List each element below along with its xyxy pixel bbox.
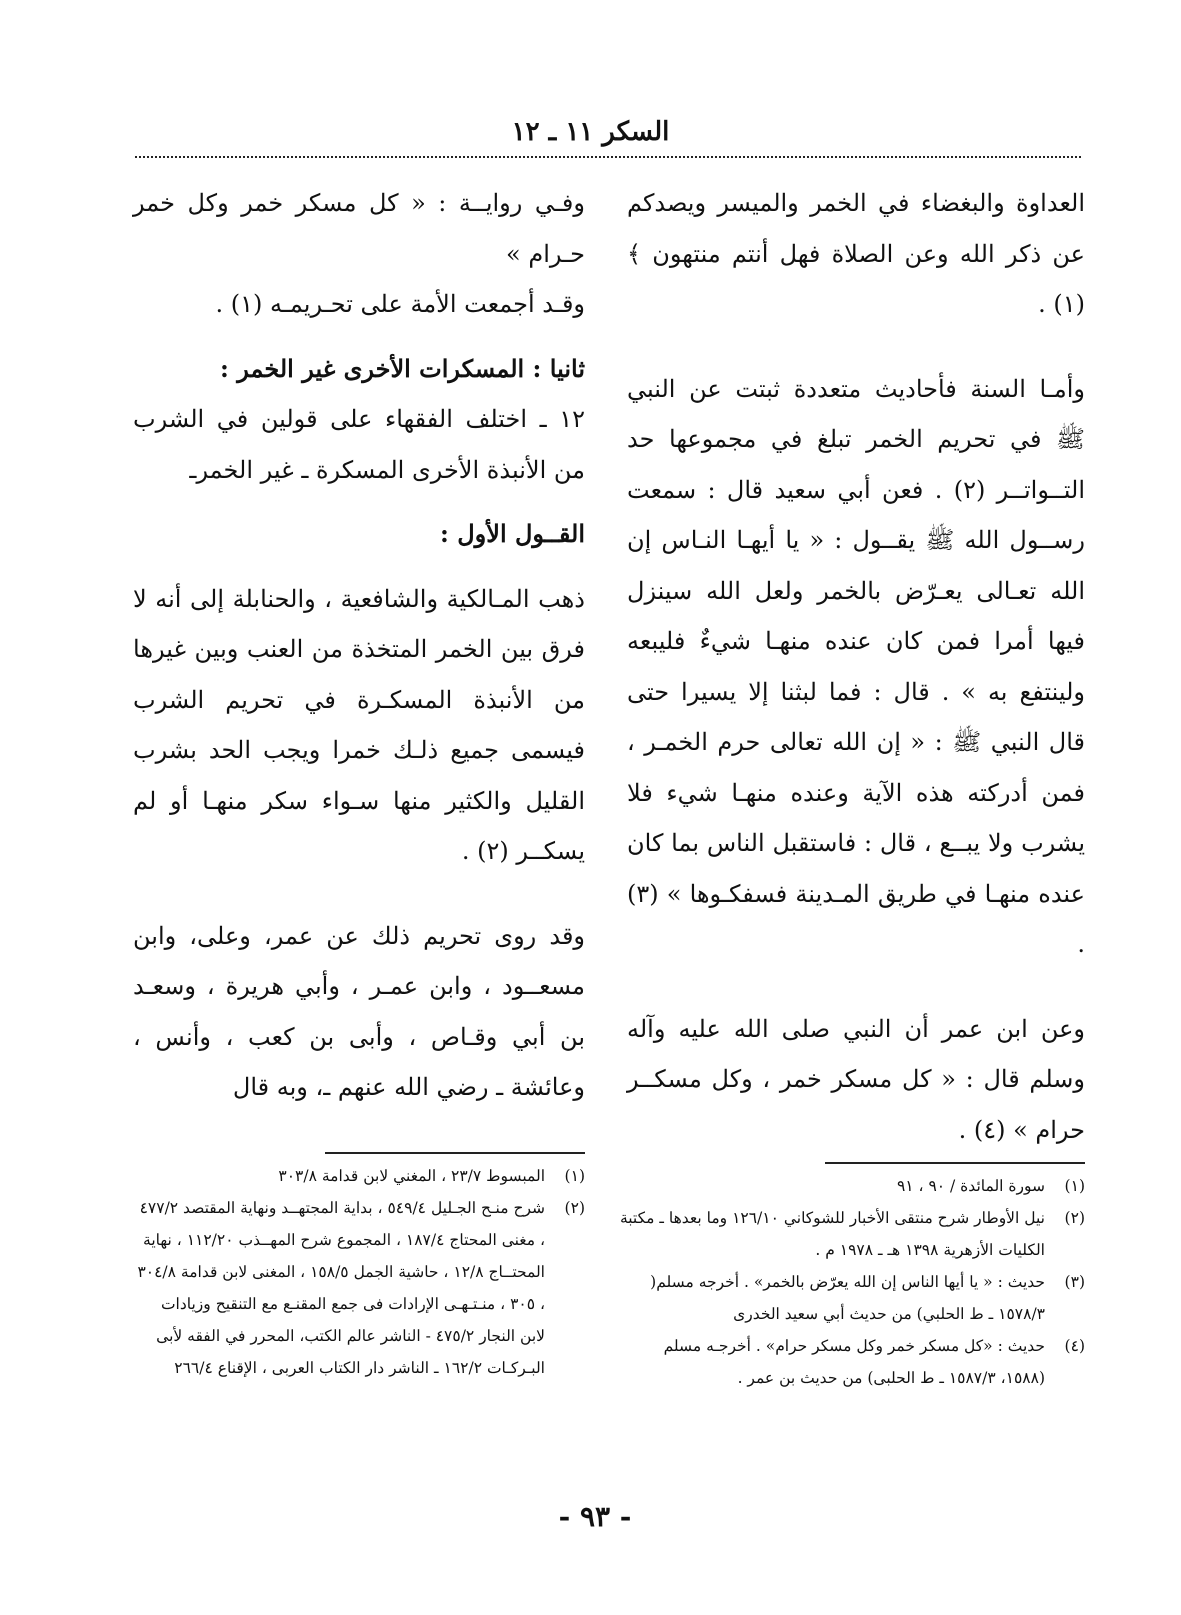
footnote-item [615, 1202, 1085, 1266]
footnote-text: نيل الأوطار شرح منتقى الأخبار للشوكاني ١٢٦/١٠ وما بعدها ـ مكتبة الكليات الأزهرية ١٣٩٨ هـ ـ ١٩٧٨ م . [619, 1209, 1045, 1259]
footnote-item [133, 1160, 585, 1192]
footnote-item [615, 1170, 1085, 1202]
page-number: - ٩٣ - [558, 1500, 632, 1533]
sunnah-hadith-paragraph: وأمـا السنة فأحاديث متعددة ثبتت عن النبي ﷺ في تحريم الخمر تبلغ في مجموعها حد التــواتــر (٢) . فعن أبي سعيد قال : سمعت رســول الله ﷺ يقــول : « يا أيهـا النـاس إن الله تعـالى يعـرّض بالخمر ولعل الله سينزل فيها أمرا فمن كان عنده منهـا شيءٌ فليبعه ولينتفع به » . قال : فما لبثنا إلا يسيرا حتى قال النبي ﷺ : « إن الله تعالى حرم الخمـر ، فمن أدركته هذه الآية وعنده منهـا شيء فلا يشرب ولا يبــع ، قال : فاستقبل الناس بما كان عنده منهـا في طريق المـدينة فسفكـوها » (٣) . [627, 374, 1086, 958]
footnote-item [615, 1330, 1085, 1394]
narration-variant-paragraph: وفـي روايــة : « كل مسكر خمر وكل خمر حـرام » [133, 189, 585, 268]
footnote-number: (١) [564, 1167, 585, 1185]
footnote-rule-left [325, 1152, 585, 1154]
footnote-text: حديث : «كل مسكر خمر وكل مسكر حرام» . أخرجـه مسلم (١٥٨٨، ١٥٨٧/٣ ـ ط الحلبى) من حديث بن عمر . [663, 1337, 1045, 1387]
footnote-item [133, 1192, 585, 1384]
left-column [133, 178, 585, 1113]
verse-continuation-paragraph: العداوة والبغضاء في الخمر والميسر ويصدكم عن ذكر الله وعن الصلاة فهل أنتم منتهون ﴾ (١) . [627, 189, 1085, 318]
footnotes-left [133, 1160, 585, 1384]
footnote-number: (٢) [1064, 1209, 1085, 1227]
footnotes-right [615, 1170, 1085, 1394]
first-opinion-heading: القــول الأول : [440, 519, 585, 548]
footnote-number: (٣) [1064, 1273, 1085, 1291]
section-12-paragraph: ١٢ ـ اختلف الفقهاء على قولين في الشرب من الأنبذة الأخرى المسكرة ـ غير الخمرـ [133, 405, 585, 484]
consensus-paragraph: وقـد أجمعت الأمة على تحـريمـه (١) . [215, 290, 585, 318]
narrators-paragraph: وقد روى تحريم ذلك عن عمر، وعلى، وابن مسعــود ، وابن عمـر ، وأبي هريرة ، وسعـد بن أبي وقـاص ، وأبى بن كعب ، وأنس ، وعائشة ـ رضي الله عنهم ـ، وبه قال [133, 921, 585, 1101]
footnote-item [615, 1266, 1085, 1330]
footnote-text: المبسوط ٢٣/٧ ، المغني لابن قدامة ٣٠٣/٨ [278, 1167, 545, 1185]
footnote-text: سورة المائدة / ٩٠ ، ٩١ [896, 1177, 1045, 1195]
first-opinion-paragraph: ذهب المـالكية والشافعية ، والحنابلة إلى أنه لا فرق بين الخمر المتخذة من العنب وبين غيرها من الأنبذة المسكـرة في تحريم الشرب فيسمى جميع ذلـك خمرا ويجب الحد بشرب القليل والكثير منها سـواء سكر منهـا أو لم يسكــر (٢) . [133, 584, 585, 865]
footnote-text: حديث : « يا أيها الناس إن الله يعرّض بالخمر» . أخرجه مسلم( ١٥٧٨/٣ ـ ط الحلبي) من حديث أبي سعيد الخدرى [650, 1273, 1045, 1323]
footnote-number: (٢) [564, 1199, 585, 1217]
right-column [627, 178, 1085, 1155]
footnote-text: شرح منـح الجـليل ٥٤٩/٤ ، بداية المجتهــد ونهاية المقتصد ٤٧٧/٢ ، مغنى المحتاج ١٨٧/٤ ، المجموع شرح المهــذب ١١٢/٢٠ ، نهاية المحتــاج ١٢/٨ ، حاشية الجمل ١٥٨/٥ ، المغنى لابن قدامة ٣٠٤/٨ ، ٣٠٥ ، منـتـهـى الإرادات فى جمع المقنـع مع التنقيح وزيادات لابن النجار ٤٧٥/٢ - الناشر عالم الكتب، المحرر في الفقه لأبى البـركـات ١٦٢/٢ ـ الناشر دار الكتاب العربى ، الإقناع ٢٦٦/٤ [137, 1199, 545, 1377]
section-heading-other-intoxicants: ثانيا : المسكرات الأخرى غير الخمر : [220, 353, 585, 383]
header-dotted-rule [135, 156, 1081, 158]
ibn-umar-hadith-paragraph: وعن ابن عمر أن النبي صلى الله عليه وآله وسلم قال : « كل مسكر خمر ، وكل مسكــر حرام » (٤) . [627, 1014, 1085, 1144]
footnote-number: (٤) [1064, 1337, 1085, 1355]
footnote-number: (١) [1064, 1177, 1085, 1195]
footnote-rule-right [825, 1162, 1085, 1164]
running-header-title: السكر ١١ ـ ١٢ [511, 117, 670, 147]
